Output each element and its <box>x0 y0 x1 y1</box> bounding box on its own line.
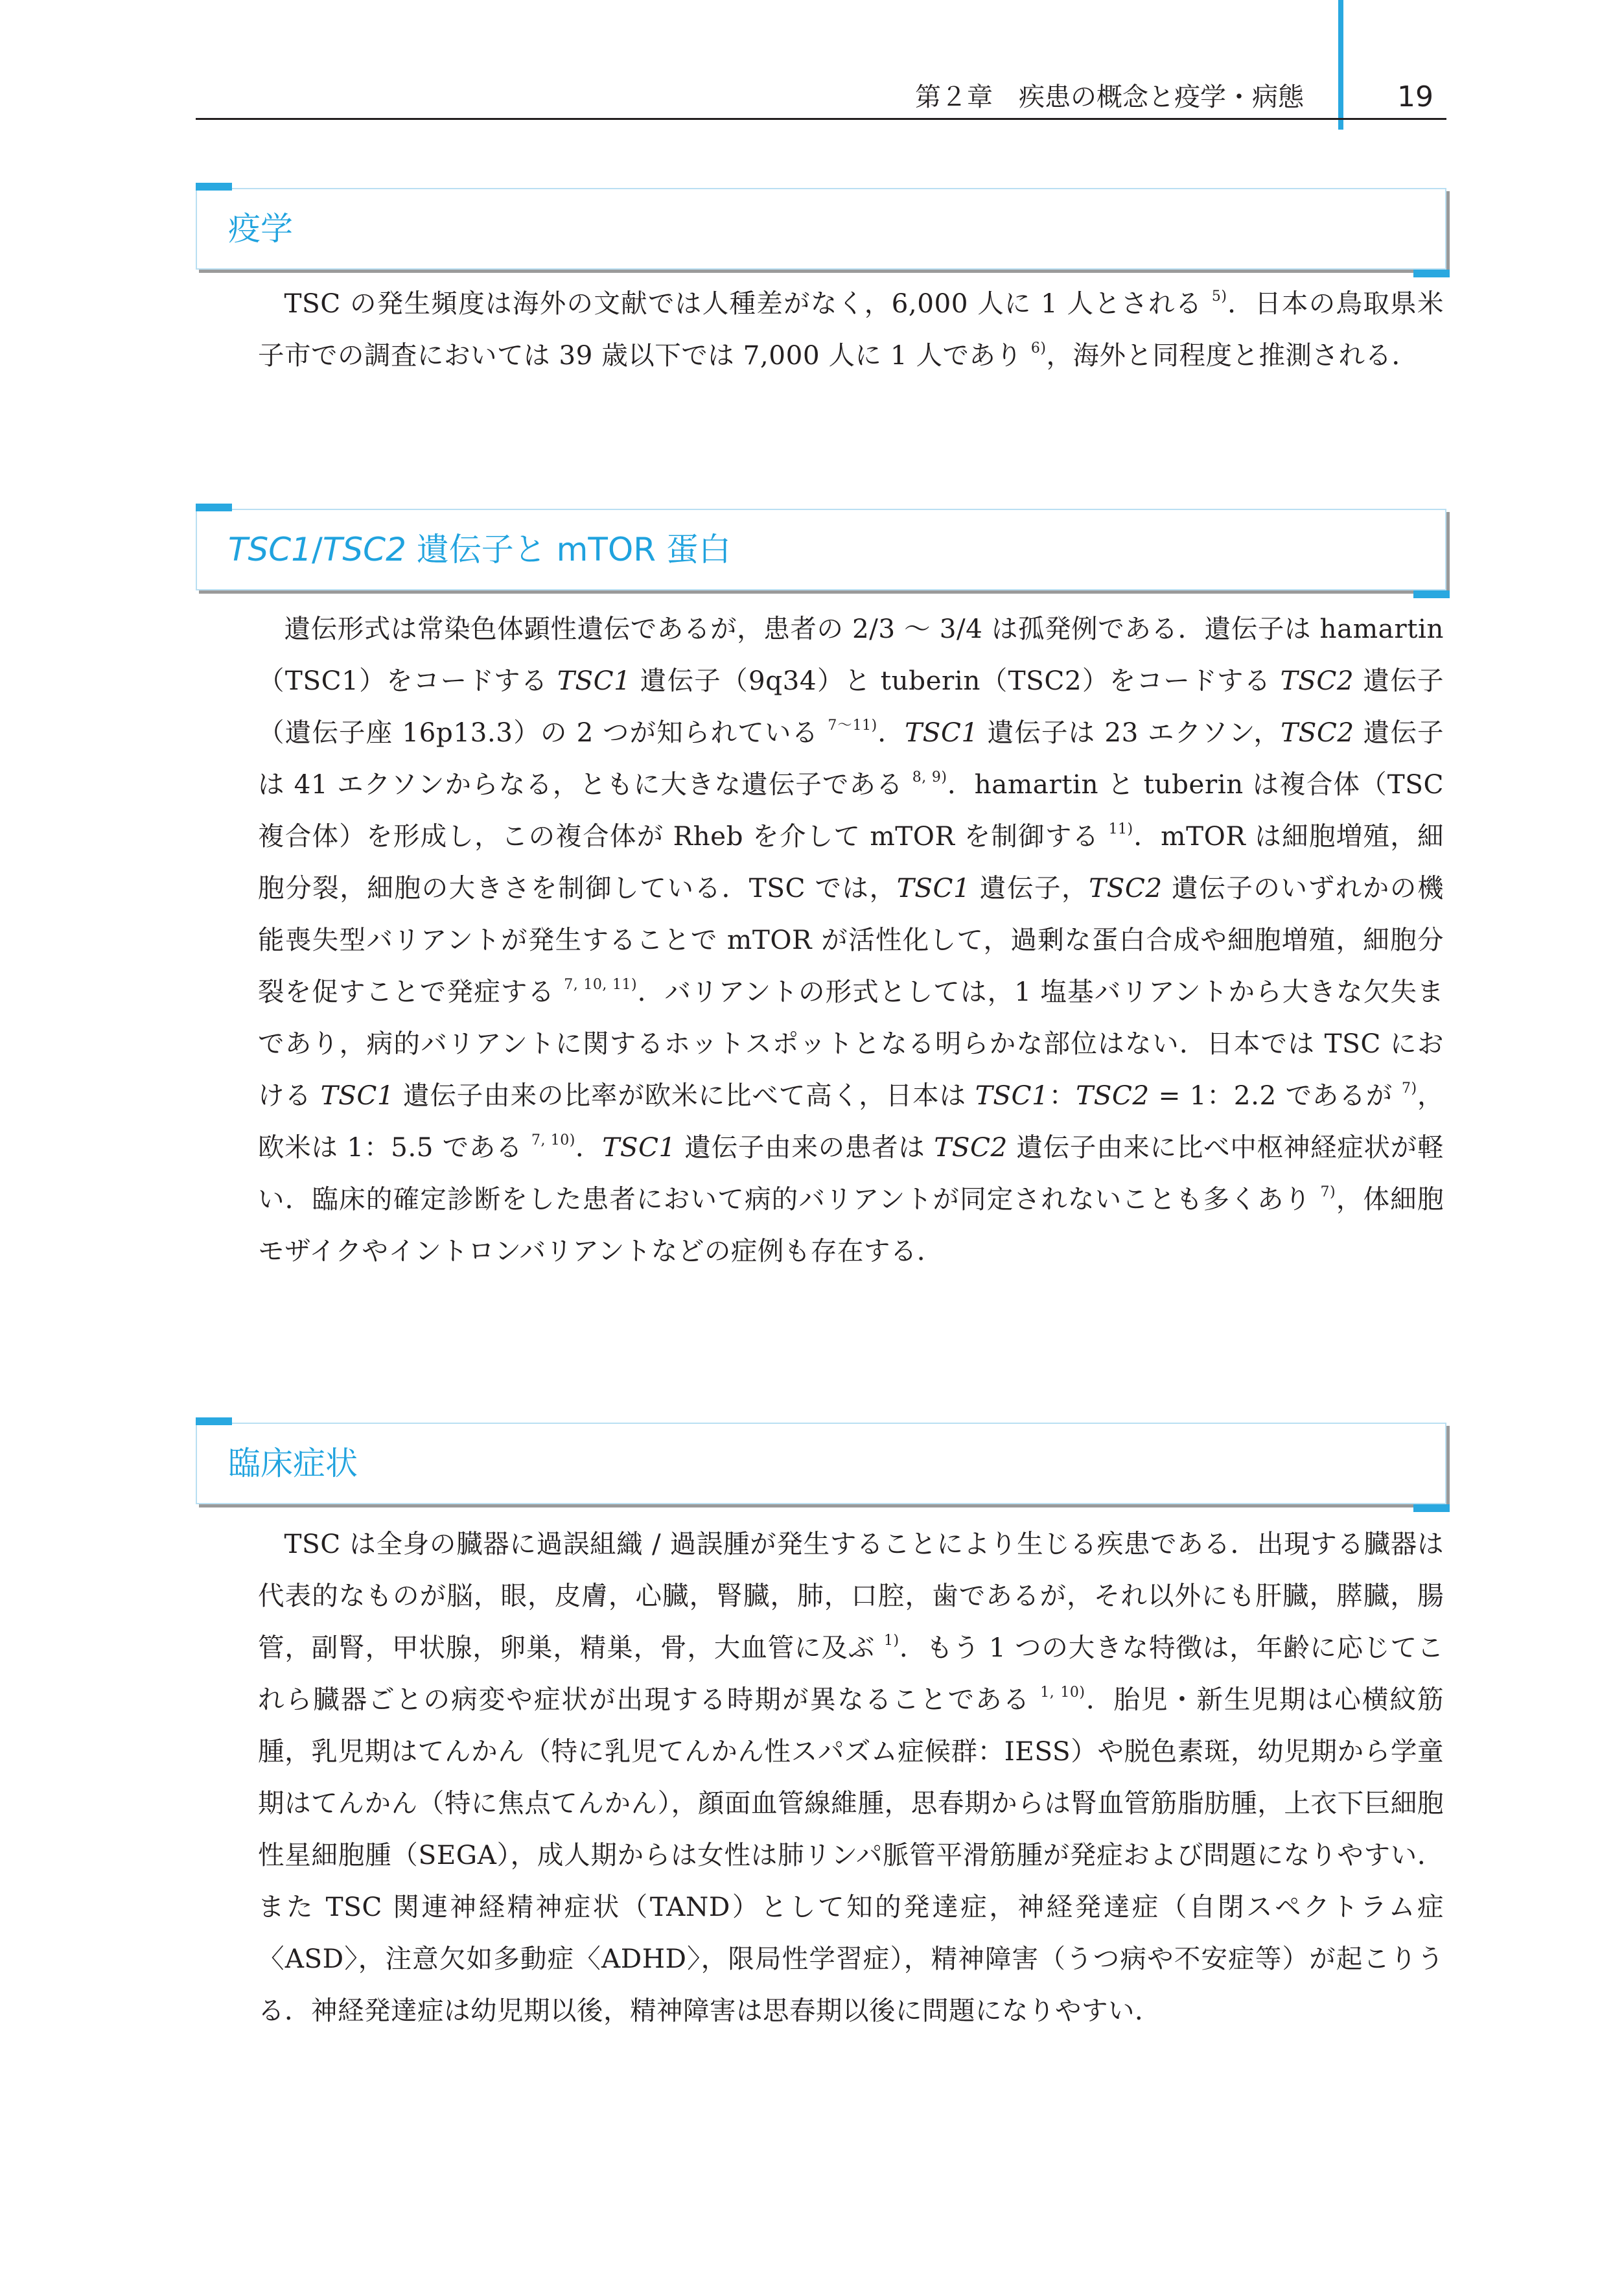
heading-tab-bottom <box>1413 590 1450 598</box>
heading-tab-bottom <box>1413 1504 1450 1512</box>
heading-tab-top <box>196 1417 232 1425</box>
running-header <box>196 71 1446 120</box>
section-heading-genes <box>196 509 1446 590</box>
heading-tab-bottom <box>1413 270 1450 277</box>
chapter-title: 第２章 疾患の概念と疫学・病態 <box>915 82 1304 112</box>
section-heading-epidemiology <box>196 188 1446 270</box>
page-number: 19 <box>1397 80 1433 113</box>
paragraph-clinical-symptoms: TSC は全身の臓器に過誤組織 / 過誤腫が発生することにより生じる疾患である．出現する臓器は代表的なものが脳，眼，皮膚，心臓，腎臓，肺，口腔，歯であるが，それ以外にも肝臓，膵臓，腸管，副腎，甲状腺，卵巣，精巣，骨，大血管に及ぶ $^{1)}$．もう 1 つの大きな特徴は，年齢に応じてこれら臓器ごとの病変や症状が出現する時期が異なることである $^{1, 10)}$．胎児・新生児期は心横紋筋腫，乳児期はてんかん（特に乳児てんかん性スパズム症候群：IESS）や脱色素斑，幼児期から学童期はてんかん（特に焦点てんかん），顔面血管線維腫，思春期からは腎血管筋脂肪腫，上衣下巨細胞性星細胞腫（SEGA），成人期からは女性は肺リンパ脈管平滑筋腫が発症および問題になりやすい．また TSC 関連神経精神症状（TAND）として知的発達症，神経発達症（自閉スペクトラム症〈ASD〉，注意欠如多動症〈ADHD〉，限局性学習症），精神障害（うつ病や不安症等）が起こりうる．神経発達症は幼児期以後，精神障害は思春期以後に問題になりやすい． <box>258 1528 1444 2026</box>
section-heading-clinical-symptoms <box>196 1423 1446 1504</box>
heading-tab-top <box>196 183 232 191</box>
heading-tab-top <box>196 504 232 511</box>
paragraph-genes: 遺伝形式は常染色体顕性遺伝であるが，患者の 2/3 〜 3/4 は孤発例である．遺伝子は hamartin（TSC1）をコードする TSC1 遺伝子（9q34）と tuberin（TSC2）をコードする TSC2 遺伝子（遺伝子座 16p13.3）の 2 つが知られている $^{7〜11)}$．TSC1 遺伝子は 23 エクソン，TSC2 遺伝子は 41 エクソンからなる，ともに大きな遺伝子である $^{8, 9)}$．hamartin と tuberin は複合体（TSC 複合体）を形成し，この複合体が Rheb を介して mTOR を制御する $^{11)}$．mTOR は細胞増殖，細胞分裂，細胞の大きさを制御している．TSC では，TSC1 遺伝子，TSC2 遺伝子のいずれかの機能喪失型バリアントが発生することで mTOR が活性化して，過剰な蛋白合成や細胞増殖，細胞分裂を促すことで発症する $^{7, 10, 11)}$．バリアントの形式としては，1 塩基バリアントから大きな欠失まであり，病的バリアントに関するホットスポットとなる明らかな部位はない．日本では TSC における TSC1 遺伝子由来の比率が欧米に比べて高く，日本は TSC1：TSC2 = 1：2.2 であるが $^{7)}$，欧米は 1：5.5 である $^{7, 10)}$．TSC1 遺伝子由来の患者は TSC2 遺伝子由来に比べ中枢神経症状が軽い．臨床的確定診断をした患者において病的バリアントが同定されないことも多くあり $^{7)}$，体細胞モザイクやイントロンバリアントなどの症例も存在する． <box>258 613 1444 1266</box>
paragraph-epidemiology: TSC の発生頻度は海外の文献では人種差がなく，6,000 人に 1 人とされる $^{5)}$．日本の鳥取県米子市での調査においては 39 歳以下では 7,000 人に 1 人であり $^{6)}$，海外と同程度と推測される． <box>258 288 1444 371</box>
section-title: TSC1/TSC2 遺伝子と mTOR 蛋白 <box>228 531 731 568</box>
section-title: 疫学 <box>228 210 293 248</box>
section-title: 臨床症状 <box>228 1445 358 1482</box>
